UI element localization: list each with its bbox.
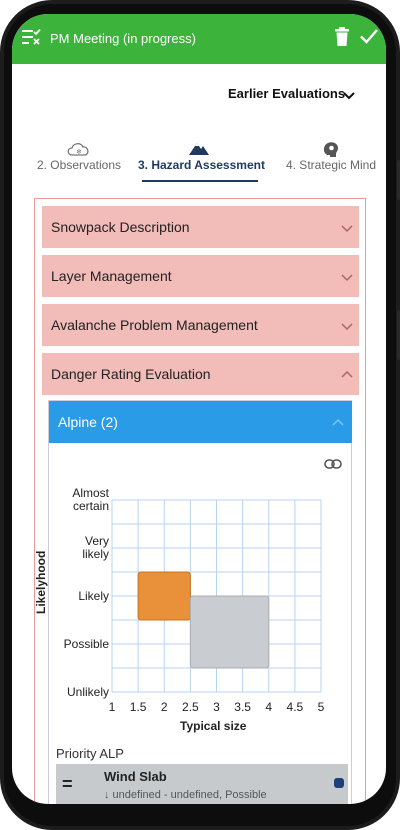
section-label: Avalanche Problem Management: [51, 317, 258, 333]
x-tick-label: 4: [265, 700, 273, 714]
problem-color-swatch: [334, 778, 344, 788]
x-tick-label: 3: [213, 700, 220, 714]
section-label: Snowpack Description: [51, 219, 190, 235]
problem-name: Wind Slab: [104, 769, 167, 784]
tab-observations-label: 2. Observations: [36, 158, 122, 172]
tab-hazard-assessment-label: 3. Hazard Assessment: [138, 158, 265, 172]
drag-handle-icon[interactable]: =: [62, 774, 73, 794]
risk-region-1: [138, 572, 190, 620]
problem-detail: ↓ undefined - undefined, Possible: [104, 789, 267, 801]
earlier-evaluations-toggle[interactable]: Earlier Evaluations: [228, 86, 346, 101]
x-tick-label: 1.5: [129, 700, 147, 714]
y-tick-label: Likely: [78, 589, 109, 603]
svg-text:❄: ❄: [76, 148, 82, 156]
tab-strategic-mind-label: 4. Strategic Mind: [285, 158, 377, 172]
x-tick-label: 3.5: [234, 700, 251, 714]
app-screen: [12, 14, 386, 804]
y-tick-label: Possible: [63, 637, 109, 651]
risk-matrix-chart: [12, 14, 386, 804]
y-tick-label: Unlikely: [66, 685, 109, 699]
y-axis-title: Likelyhood: [34, 550, 48, 614]
x-tick-label: 1: [108, 700, 116, 714]
meeting-title: PM Meeting (in progress): [50, 31, 196, 46]
y-tick-label: Almost certain: [72, 486, 109, 513]
section-label: Danger Rating Evaluation: [51, 366, 211, 382]
x-tick-label: 2: [160, 700, 168, 714]
section-label: Layer Management: [51, 268, 172, 284]
priority-label: Priority ALP: [56, 746, 124, 761]
x-tick-label: 4.5: [286, 700, 304, 714]
problem-row[interactable]: [56, 764, 348, 804]
x-tick-label: 2.5: [182, 700, 199, 714]
alpine-label: Alpine (2): [58, 414, 118, 430]
y-tick-label: Very likely: [82, 534, 109, 561]
x-tick-label: 5: [317, 700, 325, 714]
risk-region-2: [190, 596, 268, 668]
x-axis-title: Typical size: [180, 719, 247, 733]
